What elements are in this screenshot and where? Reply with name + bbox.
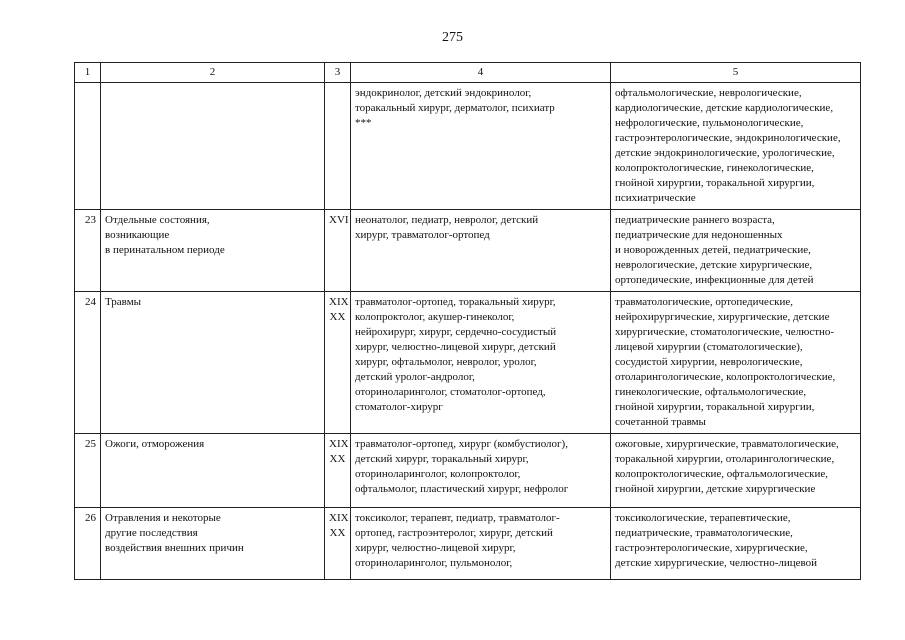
departments-line: травматологические, ортопедические, — [615, 296, 793, 308]
row-number: 26 — [75, 508, 101, 580]
page-number: 275 — [442, 30, 463, 45]
header-cell: 1 — [75, 63, 101, 83]
departments-cell — [611, 83, 861, 210]
departments-cell — [611, 210, 861, 292]
specialists-line: эндокринолог, детский эндокринолог, — [355, 87, 532, 99]
departments-line: гастроэнтерологические, эндокринологические, — [615, 132, 841, 144]
specialists-line: детский уролог-андролог, — [355, 371, 475, 383]
icd-class-cell — [325, 83, 351, 210]
icd-class-line: XX — [329, 311, 346, 323]
table-row — [75, 292, 861, 434]
specialists-line: травматолог-ортопед, хирург (комбустиолог), — [355, 438, 568, 450]
specialists-cell — [351, 292, 611, 434]
specialists-line: колопроктолог, акушер-гинеколог, — [355, 311, 515, 323]
departments-line: отоларингологические, колопроктологические, — [615, 371, 836, 383]
specialists-cell — [351, 434, 611, 508]
departments-line: психиатрические — [615, 192, 696, 204]
specialists-line: травматолог-ортопед, торакальный хирург, — [355, 296, 556, 308]
specialists-line: офтальмолог, пластический хирург, нефролог — [355, 483, 569, 495]
departments-line: сочетанной травмы — [615, 416, 706, 428]
condition-line: воздействия внешних причин — [105, 542, 244, 554]
specialists-line: хирург, офтальмолог, невролог, уролог, — [355, 356, 537, 368]
condition-cell — [101, 210, 325, 292]
row-number — [75, 83, 101, 210]
departments-line: гнойной хирургии, торакальной хирургии, — [615, 177, 815, 189]
specialists-line: хирург, челюстно-лицевой хирург, — [355, 542, 516, 554]
icd-class-cell — [325, 210, 351, 292]
departments-cell — [611, 292, 861, 434]
departments-line: ортопедические, инфекционные для детей — [615, 274, 814, 286]
condition-line: Отравления и некоторые — [105, 512, 221, 524]
condition-line: другие последствия — [105, 527, 198, 539]
specialists-line: токсиколог, терапевт, педиатр, травматолог- — [355, 512, 560, 524]
specialists-line: стоматолог-хирург — [355, 401, 443, 413]
departments-line: нейрохирургические, хирургические, детские — [615, 311, 830, 323]
table-row — [75, 210, 861, 292]
condition-cell — [101, 292, 325, 434]
specialists-line: ортопед, гастроэнтеролог, хирург, детский — [355, 527, 553, 539]
table-row — [75, 83, 861, 210]
specialists-line: хирург, травматолог-ортопед — [355, 229, 490, 241]
specialists-line: *** — [355, 117, 372, 129]
header-cell: 3 — [325, 63, 351, 83]
specialists-line: хирург, челюстно-лицевой хирург, детский — [355, 341, 556, 353]
departments-cell — [611, 434, 861, 508]
specialists-line: торакальный хирург, дерматолог, психиатр — [355, 102, 555, 114]
specialists-line: оториноларинголог, стоматолог-ортопед, — [355, 386, 546, 398]
departments-line: колопроктологические, гинекологические, — [615, 162, 814, 174]
icd-class-line: XIX — [329, 512, 349, 524]
departments-line: лицевой хирургии (стоматологические), — [615, 341, 803, 353]
condition-line: Травмы — [105, 296, 142, 308]
departments-line: нефрологические, пульмонологические, — [615, 117, 804, 129]
departments-line: детские хирургические, челюстно-лицевой — [615, 557, 818, 569]
departments-line: хирургические, стоматологические, челюстно- — [615, 326, 835, 338]
table-row — [75, 434, 861, 508]
specialists-cell — [351, 210, 611, 292]
row-number: 25 — [75, 434, 101, 508]
specialists-cell — [351, 508, 611, 580]
icd-class-line: XX — [329, 453, 346, 465]
specialists-line: нейрохирург, хирург, сердечно-сосудистый — [355, 326, 557, 338]
departments-line: педиатрические, травматологические, — [615, 527, 793, 539]
departments-line: гнойной хирургии, торакальной хирургии, — [615, 401, 815, 413]
icd-class-cell — [325, 434, 351, 508]
row-number: 24 — [75, 292, 101, 434]
specialists-line: детский хирург, торакальный хирург, — [355, 453, 529, 465]
icd-class-cell — [325, 508, 351, 580]
condition-cell — [101, 434, 325, 508]
row-number: 23 — [75, 210, 101, 292]
departments-line: гастроэнтерологические, хирургические, — [615, 542, 808, 554]
departments-line: гинекологические, офтальмологические, — [615, 386, 807, 398]
condition-line: Отдельные состояния, — [105, 214, 210, 226]
icd-class-cell — [325, 292, 351, 434]
departments-line: кардиологические, детские кардиологические, — [615, 102, 834, 114]
specialists-line: неонатолог, педиатр, невролог, детский — [355, 214, 539, 226]
specialists-cell — [351, 83, 611, 210]
condition-cell — [101, 508, 325, 580]
icd-class-line: XIX — [329, 296, 349, 308]
departments-line: детские эндокринологические, урологические, — [615, 147, 835, 159]
specialists-line: оториноларинголог, пульмонолог, — [355, 557, 513, 569]
condition-line: в перинатальном периоде — [105, 244, 225, 256]
departments-line: неврологические, детские хирургические, — [615, 259, 813, 271]
departments-cell — [611, 508, 861, 580]
icd-class-line: XX — [329, 527, 346, 539]
header-row — [75, 63, 861, 83]
table-row — [75, 508, 861, 580]
departments-line: и новорожденных детей, педиатрические, — [615, 244, 811, 256]
specialists-line: оториноларинголог, колопроктолог, — [355, 468, 521, 480]
departments-line: офтальмологические, неврологические, — [615, 87, 802, 99]
condition-cell — [101, 83, 325, 210]
condition-line: Ожоги, отморожения — [105, 438, 205, 450]
departments-line: сосудистой хирургии, неврологические, — [615, 356, 803, 368]
specialties-table — [74, 62, 861, 580]
departments-line: гнойной хирургии, детские хирургические — [615, 483, 816, 495]
departments-line: токсикологические, терапевтические, — [615, 512, 791, 524]
header-cell: 5 — [611, 63, 861, 83]
departments-line: ожоговые, хирургические, травматологические, — [615, 438, 839, 450]
header-cell: 2 — [101, 63, 325, 83]
departments-line: колопроктологические, офтальмологические, — [615, 468, 828, 480]
departments-line: педиатрические для недоношенных — [615, 229, 783, 241]
header-cell: 4 — [351, 63, 611, 83]
condition-line: возникающие — [105, 229, 170, 241]
icd-class-line: XIX — [329, 438, 349, 450]
icd-class-line: XVI — [329, 214, 349, 226]
departments-line: торакальной хирургии, отоларингологические, — [615, 453, 835, 465]
departments-line: педиатрические раннего возраста, — [615, 214, 775, 226]
